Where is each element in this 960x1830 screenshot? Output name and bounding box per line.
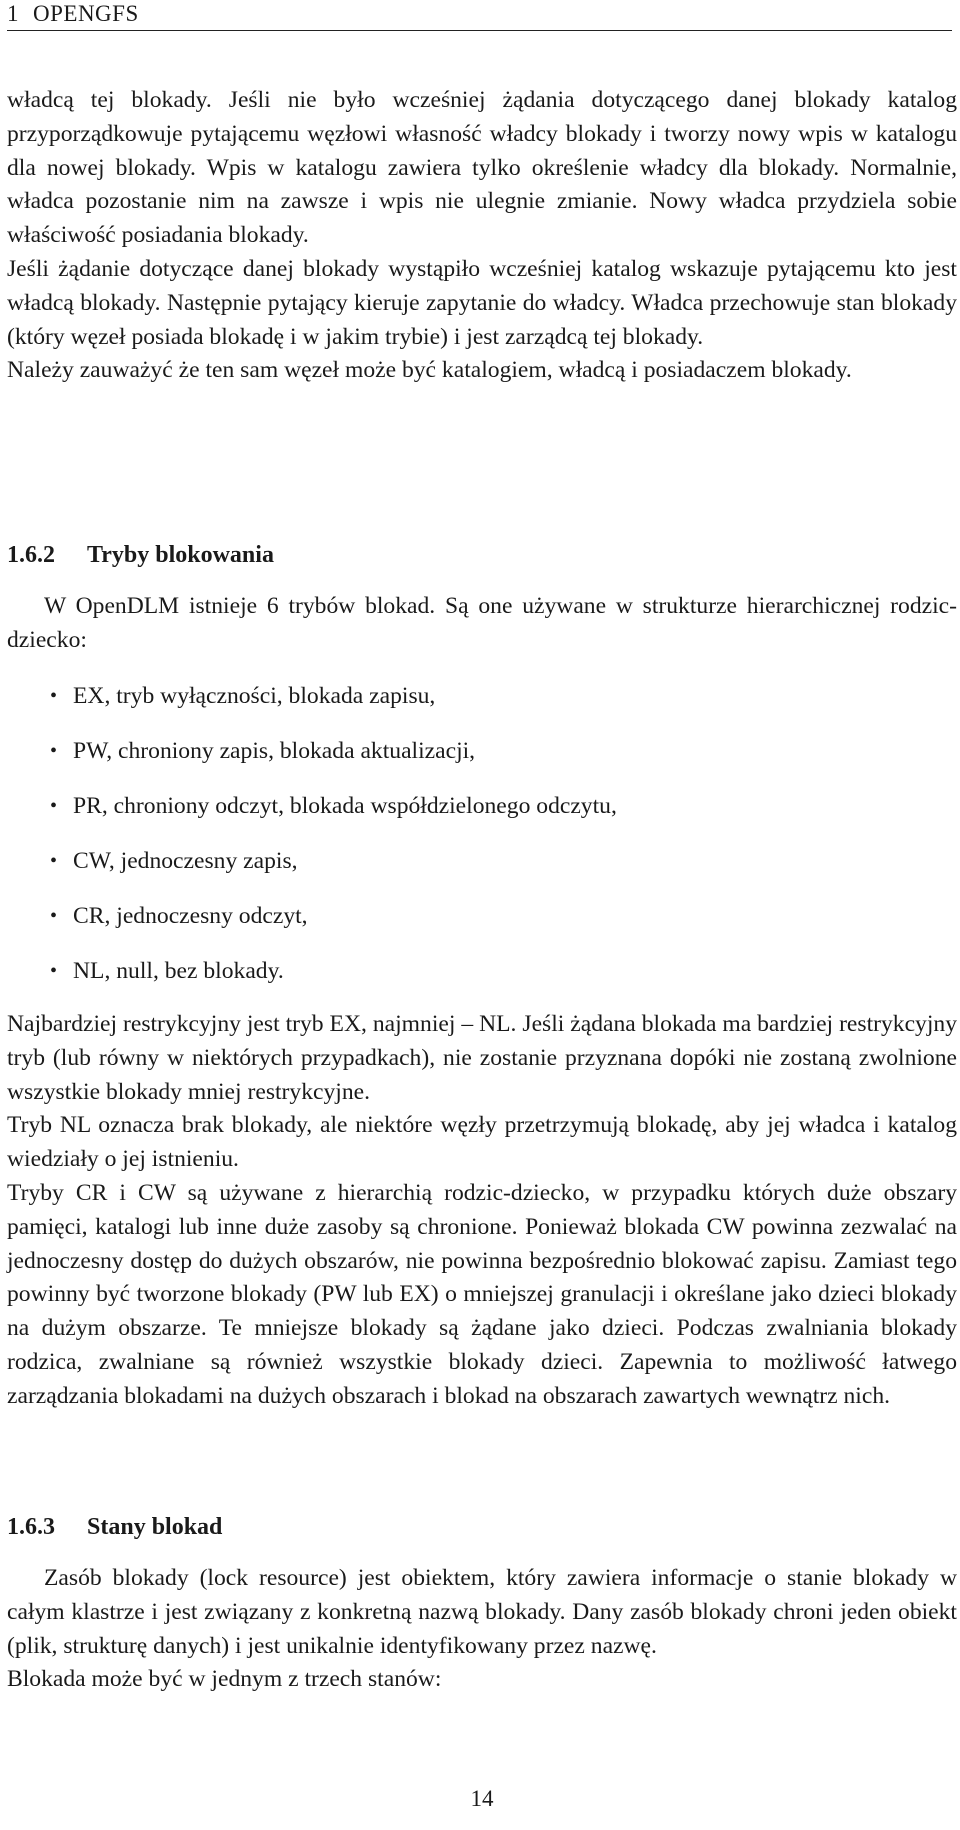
section-body — [7, 1562, 957, 1697]
paragraph: Blokada może być w jednym z trzech stanów: — [7, 1666, 442, 1693]
list-item — [7, 901, 957, 956]
list-item-text: PR, chroniony odczyt, blokada współdzielonego odczytu, — [73, 793, 617, 819]
chapter-number: 1 — [7, 1, 19, 26]
chapter-title: OPENGFS — [33, 1, 139, 26]
list-item-text: CR, jednoczesny odczyt, — [73, 903, 308, 929]
bullet-icon: • — [50, 850, 58, 872]
page-number: 14 — [470, 1786, 494, 1811]
list-item — [7, 956, 957, 1011]
list-item — [7, 681, 957, 736]
paragraph: Najbardziej restrykcyjny jest tryb EX, najmniej – NL. Jeśli żądana blokada ma bardziej restrykcyjny tryb (lub równy w niektórych przypadkach), nie zostanie przyznana dopóki nie zostaną zwolnione wszystkie blokady mniej restrykcyjne. — [7, 1011, 957, 1105]
paragraph: W OpenDLM istnieje 6 trybów blokad. Są one używane w strukturze hierarchicznej rodzic-dziecko: — [7, 593, 957, 653]
section-heading-1-6-2 — [7, 540, 274, 570]
section-body — [7, 1008, 957, 1414]
bullet-icon: • — [50, 795, 58, 817]
bullet-icon: • — [50, 905, 58, 927]
list-item-text: PW, chroniony zapis, blokada aktualizacji, — [73, 738, 476, 764]
bullet-icon: • — [50, 685, 58, 707]
intro-text — [7, 84, 957, 388]
section-number: 1.6.2 — [7, 542, 55, 568]
list-item — [7, 736, 957, 791]
bullet-icon: • — [50, 740, 58, 762]
paragraph: Tryb NL oznacza brak blokady, ale niektóre węzły przetrzymują blokadę, aby jej władca i katalog wiedziały o jej istnieniu. — [7, 1112, 957, 1173]
section-title: Tryby blokowania — [87, 542, 274, 568]
list-item-text: NL, null, bez blokady. — [73, 958, 284, 984]
list-item-text: EX, tryb wyłączności, blokada zapisu, — [73, 683, 436, 709]
list-item — [7, 791, 957, 846]
paragraph: Zasób blokady (lock resource) jest obiektem, który zawiera informacje o stanie blokady w całym klastrze i jest związany z konkretną nazwą blokady. Dany zasób blokady chroni jeden obiekt (plik, strukturę danych) i jest unikalnie identyfikowany przez nazwę. — [7, 1565, 957, 1659]
paragraph: Należy zauważyć że ten sam węzeł może być katalogiem, władcą i posiadaczem blokady. — [7, 357, 852, 384]
bullet-icon: • — [50, 960, 58, 982]
paragraph: Tryby CR i CW są używane z hierarchią rodzic-dziecko, w przypadku których duże obszary pamięci, katalogi lub inne duże zasoby są chronione. Ponieważ blokada CW powinna zezwalać na jednoczesny dostęp do dużych obszarów, nie powinna bezpośrednio blokować zapisu. Zamiast tego powinny być tworzone blokady (PW lub EX) o mniejszej granulacji i określane jako dzieci blokady na dużym obszarze. Te mniejsze blokady są żądane jako dzieci. Podczas zwalniania blokady rodzica, zwalniane są również wszystkie blokady dzieci. Zapewnia to możliwość łatwego zarządzania blokadami na dużych obszarach i blokad na obszarach zawartych wewnątrz nich. — [7, 1179, 957, 1409]
paragraph: władcą tej blokady. Jeśli nie było wcześniej żądania dotyczącego danej blokady katalog przyporządkowuje pytającemu węzłowi własność władcy blokady i tworzy nowy wpis w katalogu dla nowej blokady. Wpis w katalogu zawiera tylko określenie władcy dla blokady. Normalnie, władca pozostanie nim na zawsze i wpis nie ulegnie zmianie. Nowy władca przydziela sobie właściwość posiadania blokady. — [7, 87, 957, 249]
list-item — [7, 846, 957, 901]
running-header — [7, 0, 952, 31]
lock-modes-list — [7, 681, 957, 1011]
list-item-text: CW, jednoczesny zapis, — [73, 848, 298, 874]
document-page — [7, 0, 957, 1830]
section-number: 1.6.3 — [7, 1514, 55, 1540]
section-lead — [7, 590, 957, 658]
paragraph: Jeśli żądanie dotyczące danej blokady wystąpiło wcześniej katalog wskazuje pytającemu kto jest władcą blokady. Następnie pytający kieruje zapytanie do władcy. Władca przechowuje stan blokady (który węzeł posiada blokadę i w jakim trybie) i jest zarządcą tej blokady. — [7, 255, 957, 350]
section-title: Stany blokad — [87, 1514, 223, 1540]
section-heading-1-6-3 — [7, 1512, 222, 1542]
